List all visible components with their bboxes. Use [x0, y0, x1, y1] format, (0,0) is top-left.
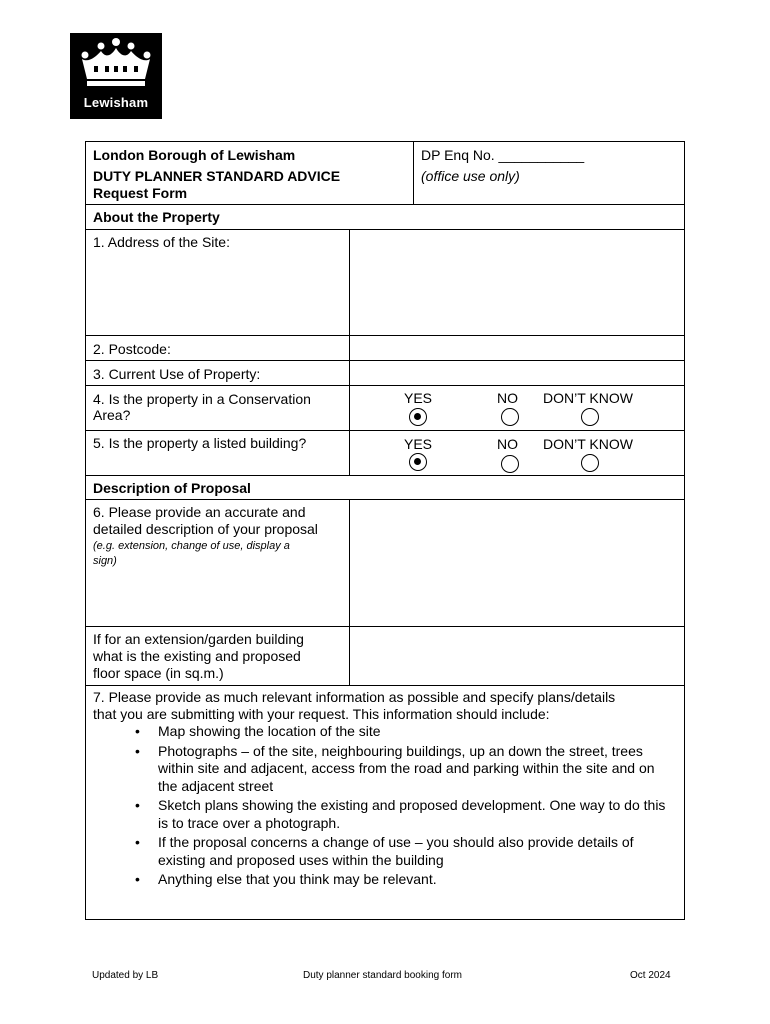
enquiry-number-label: DP Enq No. ___________: [421, 147, 585, 163]
section-title-proposal: Description of Proposal: [93, 480, 251, 496]
divider: [86, 229, 684, 230]
footer-center: Duty planner standard booking form: [303, 970, 462, 981]
list-item: • Photographs – of the site, neighbouring buildings, up an down the street, trees within site and adjacent, access from the road and parking within the site and on the adjacent street: [133, 743, 673, 796]
conservation-label: 4. Is the property in a Conservation: [93, 391, 311, 407]
postcode-label: 2. Postcode:: [93, 341, 171, 357]
conservation-no-radio[interactable]: [501, 408, 519, 426]
footer-right: Oct 2024: [630, 970, 671, 981]
current-use-label: 3. Current Use of Property:: [93, 366, 261, 382]
floor-space-label: If for an extension/garden building: [93, 631, 304, 647]
footer-left: Updated by LB: [92, 970, 159, 981]
conservation-no-label: NO: [497, 390, 518, 406]
divider: [86, 430, 684, 431]
postcode-input[interactable]: [351, 337, 683, 360]
info-section: [86, 685, 684, 919]
divider: [413, 142, 414, 204]
form-title: DUTY PLANNER STANDARD ADVICE: [93, 168, 341, 184]
list-item: • Map showing the location of the site: [133, 723, 673, 741]
info-list: [133, 723, 673, 891]
listed-yes-label: YES: [404, 436, 433, 452]
address-label: 1. Address of the Site:: [93, 234, 230, 250]
listed-label: 5. Is the property a listed building?: [93, 435, 307, 451]
conservation-dont-know-label: DON’T KNOW: [543, 390, 633, 406]
office-use-note: (office use only): [421, 168, 520, 184]
list-item: • Anything else that you think may be relevant.: [133, 871, 673, 889]
description-label-cont: detailed description of your proposal: [93, 521, 318, 537]
divider: [86, 204, 684, 205]
list-item: • Sketch plans showing the existing and proposed development. One way to do this is to trace over a photograph.: [133, 797, 673, 832]
list-item: • If the proposal concerns a change of use – you should also provide details of existing and proposed uses within the building: [133, 834, 673, 869]
divider: [86, 626, 684, 627]
description-hint: (e.g. extension, change of use, display a: [93, 540, 290, 552]
description-input[interactable]: [351, 501, 683, 626]
crown-icon: [70, 33, 162, 93]
conservation-yes-radio[interactable]: [409, 408, 427, 426]
description-hint-cont: sign): [93, 555, 117, 567]
listed-dont-know-label: DON’T KNOW: [543, 436, 633, 452]
conservation-yes-label: YES: [404, 390, 433, 406]
divider: [86, 475, 684, 476]
listed-no-label: NO: [497, 436, 518, 452]
divider: [86, 335, 684, 336]
section-title-property: About the Property: [93, 209, 220, 225]
floor-space-input[interactable]: [351, 628, 683, 685]
address-input[interactable]: [351, 231, 683, 335]
lewisham-logo: [70, 33, 162, 119]
request-form: [85, 141, 685, 920]
conservation-label-cont: Area?: [93, 407, 131, 423]
floor-space-label-cont: what is the existing and proposed: [93, 648, 301, 664]
floor-space-label-cont: floor space (in sq.m.): [93, 665, 224, 681]
description-label: 6. Please provide an accurate and: [93, 504, 306, 520]
current-use-input[interactable]: [351, 362, 683, 385]
logo-text: Lewisham: [83, 95, 149, 110]
form-subtitle: Request Form: [93, 185, 188, 201]
info-intro-cont: that you are submitting with your request. This information should include:: [93, 706, 550, 722]
divider: [86, 499, 684, 500]
divider: [86, 360, 684, 361]
conservation-dont-know-radio[interactable]: [581, 408, 599, 426]
info-intro: 7. Please provide as much relevant information as possible and specify plans/details: [93, 689, 616, 705]
org-name: London Borough of Lewisham: [93, 147, 296, 163]
listed-dont-know-radio[interactable]: [581, 454, 599, 472]
divider: [86, 385, 684, 386]
listed-no-radio[interactable]: [501, 455, 519, 473]
divider: [349, 499, 350, 685]
divider: [349, 229, 350, 475]
listed-yes-radio[interactable]: [409, 453, 427, 471]
